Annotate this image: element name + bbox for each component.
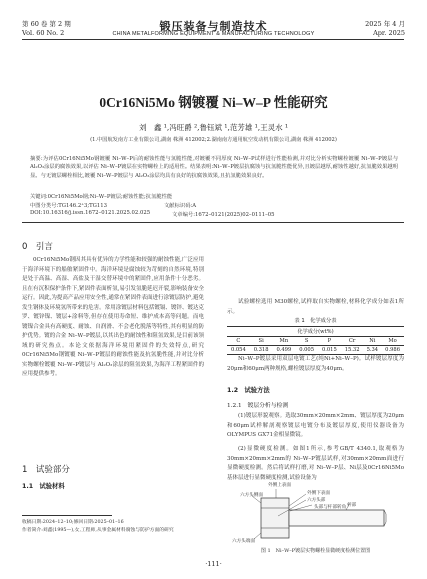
issue-cn: 第 60 卷 第 2 期 [22,20,71,28]
label-hex-head: 六方头部 [307,498,326,503]
footnote-author: 作者简介:刘鑫(1995—),女,工程师,从事金属材料腐蚀与防护方面的研究 [22,528,174,533]
table-cell: 0.005 [295,346,318,355]
label-head-shank-corner: 头部与杆部转角 [314,505,347,510]
page-number: ·111· [205,560,222,568]
document-code: 文献标识码:A [164,203,197,209]
table-cell: 0.318 [250,346,273,355]
experiment-heading: 1 试验部分 [22,465,70,475]
date-en: Apr. 2025 [373,29,405,37]
analysis-subheading: 1.2.1 镀层分析与检测 [227,403,289,409]
table-header: Cr [341,337,364,346]
material-paragraph: 试验螺栓选用 M30螺栓,试样取自实物螺栓,材料化学成分如表1所示。 [227,299,404,315]
table-subheader: 化学成分(wt%) [227,327,404,337]
table-cell: 0.054 [227,346,250,355]
morphology-paragraph: (1)镀层形貌观察。选取30mm×20mm×2mm、镀层厚度为20μm和60μm试样解剖观察镀层电镀分布及镀层厚度,使用仪器设备为 OLYMPUS GX71金相显微镜。 [227,413,404,438]
clc-number: 中图分类号:TG146.2⁺3;TG113 [30,203,108,209]
table-header: P [318,337,341,346]
material-heading: 1.1 试验材料 [22,483,65,490]
intro-heading: 0 引言 [22,242,53,252]
keywords: 关键词:0Cr16Ni5Mo钢;Ni–W–P镀层;耐蚀性能;抗氢脆性能 [30,194,173,200]
hardness-paragraph: (2)显微硬度检测。如图1所示,参考GB/T 4340.1,取观格为30mm×20mm×2mm的 Ni–W–P镀层试样,对30mm×20mm面进行显微硬度检测。然后将试样打磨,对 Ni–W–P层、Ni层及0Cr16Ni5Mo基体层进行显微硬度检测,试验设备为 [227,446,404,481]
abstract-rule [22,222,404,223]
footnote-received: 收稿日期:2024–12–10;修回日期:2025–01–16 [22,520,124,525]
authors: 刘 鑫 ¹,冯旺爵 ²,鲁钰斌 ¹,范芳雄 ¹,王灵水 ¹ [139,123,288,132]
table-header: S [295,337,318,346]
table-cell: 0.986 [381,346,404,355]
label-outer-top-surface: 外侧上表面 [268,483,291,488]
label-outer-bottom-surface: 外侧下表面 [307,491,330,496]
table-header: Ni [364,337,382,346]
table-cell: 0.015 [318,346,341,355]
table-cell: 0.499 [273,346,296,355]
date-cn: 2025 年 4 月 [365,20,405,28]
footnote-rule [22,515,112,516]
intro-paragraph: 0Cr16Ni5Mo钢因其具有优异的力学性能和较强的耐蚀性能,广泛应用于海洋环境下的船舶紧固件中。海洋环境是腐蚀较为苛刻的自然环境,特别是处于高温、高湿、高盐及干湿交替环境中的紧固件,应用条件十分恶劣。且在有沉积保护条件下,紧固件表面析氢,易引发氢脆延迟开裂,影响装备安全运行。因此,为提高产品应用安全性,通常在紧固件表面进行涂镀层防护,避免发生钢体及环境氢所带来的危害。常用涂镀层材料包括镀镉、镀锌、镀达克罗、镀锌镍、镀层+涂料等,但存在使用寿命短、维护成本高等问题。而电镀镍合金具有高硬度、耐蚀、自润滑、不会老化脱落等特性,其有明显的防护优势。镀的合金 Ni–W–P镀层,以其出色的耐蚀性和阻氢效果,是目前该领域的研究热点。本论文依据海洋环境用紧固件的失效特点,研究0Cr16Ni5Mo钢镀覆 Ni–W–P镀层的耐蚀性能及抗氢脆性能,并对比分析实物螺栓镀覆 Ni–W–P镀层与 Al₂O₃涂层的阻氢效果,为海洋工程紧固件的应用提供参考。 [22,257,204,377]
figure-caption: 图 1 Ni–W–P镀层实物螺栓显微硬度检测位置图 [260,548,371,554]
doi: DOI:10.16316/j.issn.1672–0121.2025.02.025 [30,210,151,216]
table-header: Si [250,337,273,346]
table-header: Mn [273,337,296,346]
table-cell: 5.34 [364,346,382,355]
table-caption: 表 1 化学成分表 [294,318,337,324]
table-header: C [227,337,250,346]
paper-title: 0Cr16Ni5Mo 钢镀覆 Ni–W–P 性能研究 [99,95,328,110]
article-number: 文章编号:1672–0121(2025)02–0111–05 [172,212,275,218]
label-hex-side: 六方头侧面 [240,493,263,498]
plating-paragraph: Ni–W–P镀层采用双层电镀工艺(纯Ni+Ni–W–P)。试样镀层厚度为20μm和60μm两种规格,螺栓镀层厚度为40μm。 [227,356,404,372]
journal-title-cn: 锻压装备与制造技术 [159,20,268,33]
table-header: Mo [381,337,404,346]
affiliation: (1.中国航发南方工业有限公司,湖南 株洲 412002;2.湖南南方通用航空发动机有限公司,湖南 株洲 412002) [90,137,337,143]
table-cell: 15.32 [341,346,364,355]
issue-en: Vol. 60 No. 2 [22,29,65,37]
method-heading: 1.2 试验方法 [227,387,270,394]
journal-title-en: CHINA METALFORMING EQUIPMENT & MANUFACTURING TECHNOLOGY [112,31,315,37]
header-rule [22,39,404,40]
chemical-composition-table [227,326,404,355]
label-hex-end-face: 六方头端面 [232,539,255,544]
label-shank: 杆部 [347,503,357,508]
abstract: 摘要:为评估0Cr16Ni5Mo钢镀覆 Ni–W–P后的耐蚀性能与氢脆性能,对镀覆不同厚度 Ni–W–P试样进行性能检测,并对比分析实物螺栓镀覆 Ni–W–P镀层与 Al₂O₃涂层的腐蚀效果,以评估 Ni–W–P镀层在实物螺栓上的适用性。结果表明:Ni–W–P镀层抗腐蚀与抗氢脆性能优异,且镀层越厚,耐蚀性越好,抗氢脆效果越明显。与无镀层螺栓相比,镀覆 Ni–W–P镀层与 Al₂O₃涂层均具有良好的抗腐蚀效果,且抗氢脆效果良好。 [30,156,398,179]
